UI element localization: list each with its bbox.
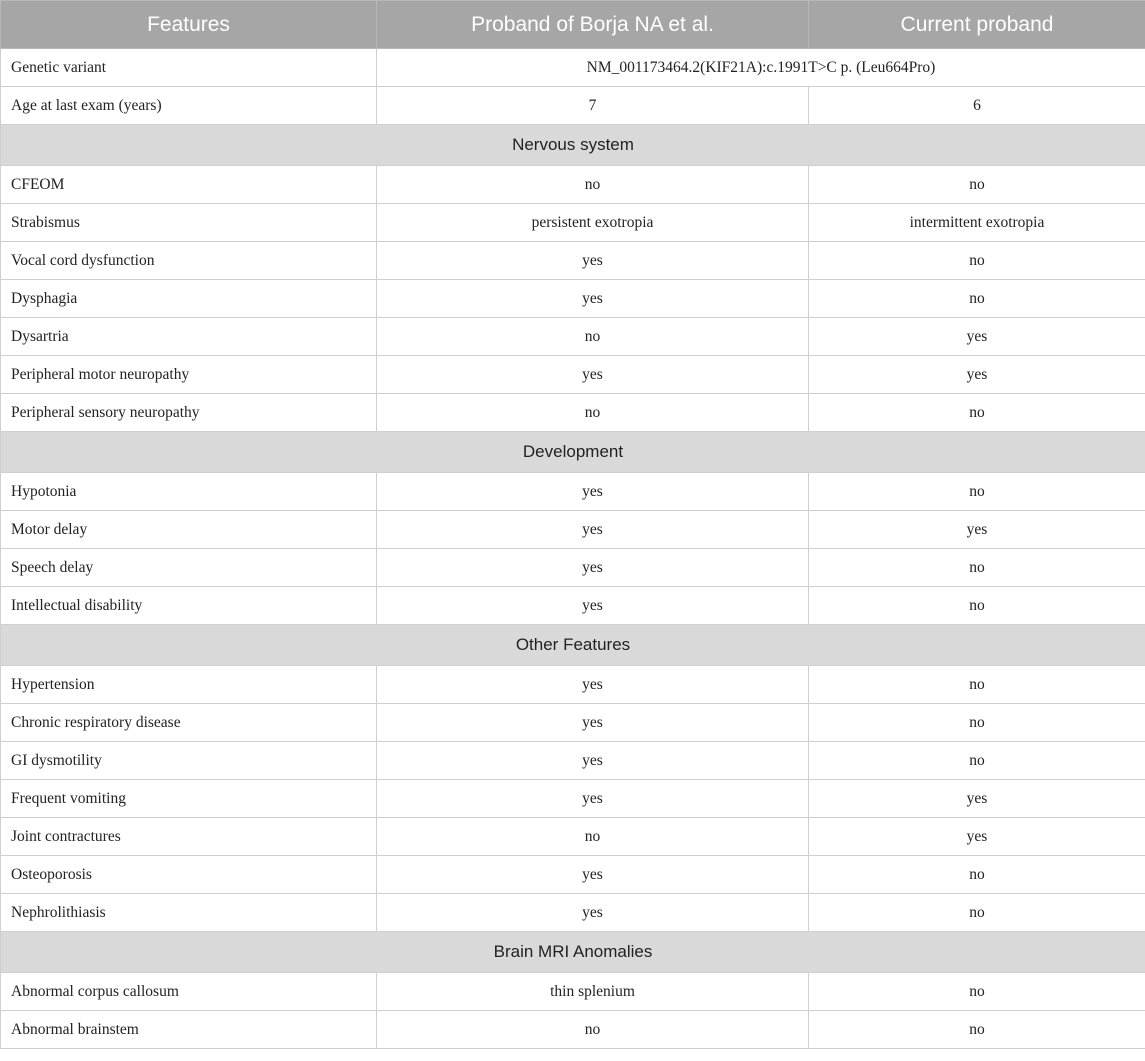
borja-value: thin splenium: [377, 973, 809, 1011]
feature-label: Peripheral motor neuropathy: [1, 356, 377, 394]
borja-value: yes: [377, 704, 809, 742]
table-row: [1, 356, 1145, 394]
borja-value: yes: [377, 511, 809, 549]
feature-label: Dysphagia: [1, 280, 377, 318]
section-title: Development: [1, 432, 1145, 473]
feature-label: Abnormal corpus callosum: [1, 973, 377, 1011]
borja-value: yes: [377, 894, 809, 932]
section-title: Brain MRI Anomalies: [1, 932, 1145, 973]
borja-value: yes: [377, 473, 809, 511]
table-row: [1, 894, 1145, 932]
current-value: yes: [809, 356, 1145, 394]
section-title: Other Features: [1, 625, 1145, 666]
feature-label: Peripheral sensory neuropathy: [1, 394, 377, 432]
current-value: no: [809, 856, 1145, 894]
feature-label: Frequent vomiting: [1, 780, 377, 818]
table-row: [1, 973, 1145, 1011]
feature-label: Dysartria: [1, 318, 377, 356]
table-row-genetic-variant: [1, 49, 1145, 87]
table-row: [1, 166, 1145, 204]
section-header-row: [1, 625, 1145, 666]
borja-value: persistent exotropia: [377, 204, 809, 242]
header-current-proband: Current proband: [809, 1, 1145, 49]
current-value: no: [809, 894, 1145, 932]
feature-label: Intellectual disability: [1, 587, 377, 625]
current-value: no: [809, 549, 1145, 587]
feature-label: GI dysmotility: [1, 742, 377, 780]
current-value: no: [809, 704, 1145, 742]
feature-label: Age at last exam (years): [1, 87, 377, 125]
table-row: [1, 280, 1145, 318]
borja-value: no: [377, 1011, 809, 1049]
header-features: Features: [1, 1, 377, 49]
feature-label: Hypotonia: [1, 473, 377, 511]
section-header-row: [1, 125, 1145, 166]
current-value: yes: [809, 318, 1145, 356]
table-header: [1, 1, 1145, 49]
feature-label: Chronic respiratory disease: [1, 704, 377, 742]
table-row-age: [1, 87, 1145, 125]
table-row: [1, 587, 1145, 625]
feature-label: Motor delay: [1, 511, 377, 549]
current-value: yes: [809, 818, 1145, 856]
table-row: [1, 666, 1145, 704]
feature-label: CFEOM: [1, 166, 377, 204]
borja-value: no: [377, 818, 809, 856]
current-value: no: [809, 742, 1145, 780]
table-row: [1, 242, 1145, 280]
table-row: [1, 818, 1145, 856]
table-row: [1, 1011, 1145, 1049]
feature-label: Speech delay: [1, 549, 377, 587]
table-row: [1, 742, 1145, 780]
genetic-variant-value: NM_001173464.2(KIF21A):c.1991T>C p. (Leu664Pro): [377, 49, 1145, 87]
table-row: [1, 318, 1145, 356]
section-header-row: [1, 432, 1145, 473]
section-title: Nervous system: [1, 125, 1145, 166]
table-row: [1, 856, 1145, 894]
current-value: intermittent exotropia: [809, 204, 1145, 242]
table-row: [1, 549, 1145, 587]
current-value: no: [809, 666, 1145, 704]
current-value: 6: [809, 87, 1145, 125]
table-body: [1, 49, 1145, 1049]
feature-label: Abnormal brainstem: [1, 1011, 377, 1049]
current-value: no: [809, 394, 1145, 432]
feature-label: Osteoporosis: [1, 856, 377, 894]
current-value: yes: [809, 780, 1145, 818]
current-value: no: [809, 242, 1145, 280]
table-row: [1, 473, 1145, 511]
borja-value: no: [377, 166, 809, 204]
current-value: no: [809, 166, 1145, 204]
borja-value: yes: [377, 587, 809, 625]
borja-value: yes: [377, 780, 809, 818]
borja-value: yes: [377, 742, 809, 780]
feature-label: Genetic variant: [1, 49, 377, 87]
current-value: no: [809, 280, 1145, 318]
section-header-row: [1, 932, 1145, 973]
table-row: [1, 394, 1145, 432]
borja-value: yes: [377, 356, 809, 394]
feature-label: Nephrolithiasis: [1, 894, 377, 932]
borja-value: yes: [377, 856, 809, 894]
current-value: no: [809, 1011, 1145, 1049]
feature-label: Strabismus: [1, 204, 377, 242]
borja-value: yes: [377, 242, 809, 280]
borja-value: yes: [377, 549, 809, 587]
current-value: no: [809, 473, 1145, 511]
feature-label: Joint contractures: [1, 818, 377, 856]
feature-label: Vocal cord dysfunction: [1, 242, 377, 280]
table-row: [1, 204, 1145, 242]
table-row: [1, 780, 1145, 818]
borja-value: yes: [377, 666, 809, 704]
current-value: yes: [809, 511, 1145, 549]
borja-value: 7: [377, 87, 809, 125]
header-borja-proband: Proband of Borja NA et al.: [377, 1, 809, 49]
borja-value: yes: [377, 280, 809, 318]
feature-label: Hypertension: [1, 666, 377, 704]
borja-value: no: [377, 318, 809, 356]
borja-value: no: [377, 394, 809, 432]
header-row: [1, 1, 1145, 49]
table-row: [1, 511, 1145, 549]
current-value: no: [809, 587, 1145, 625]
table-row: [1, 704, 1145, 742]
current-value: no: [809, 973, 1145, 1011]
